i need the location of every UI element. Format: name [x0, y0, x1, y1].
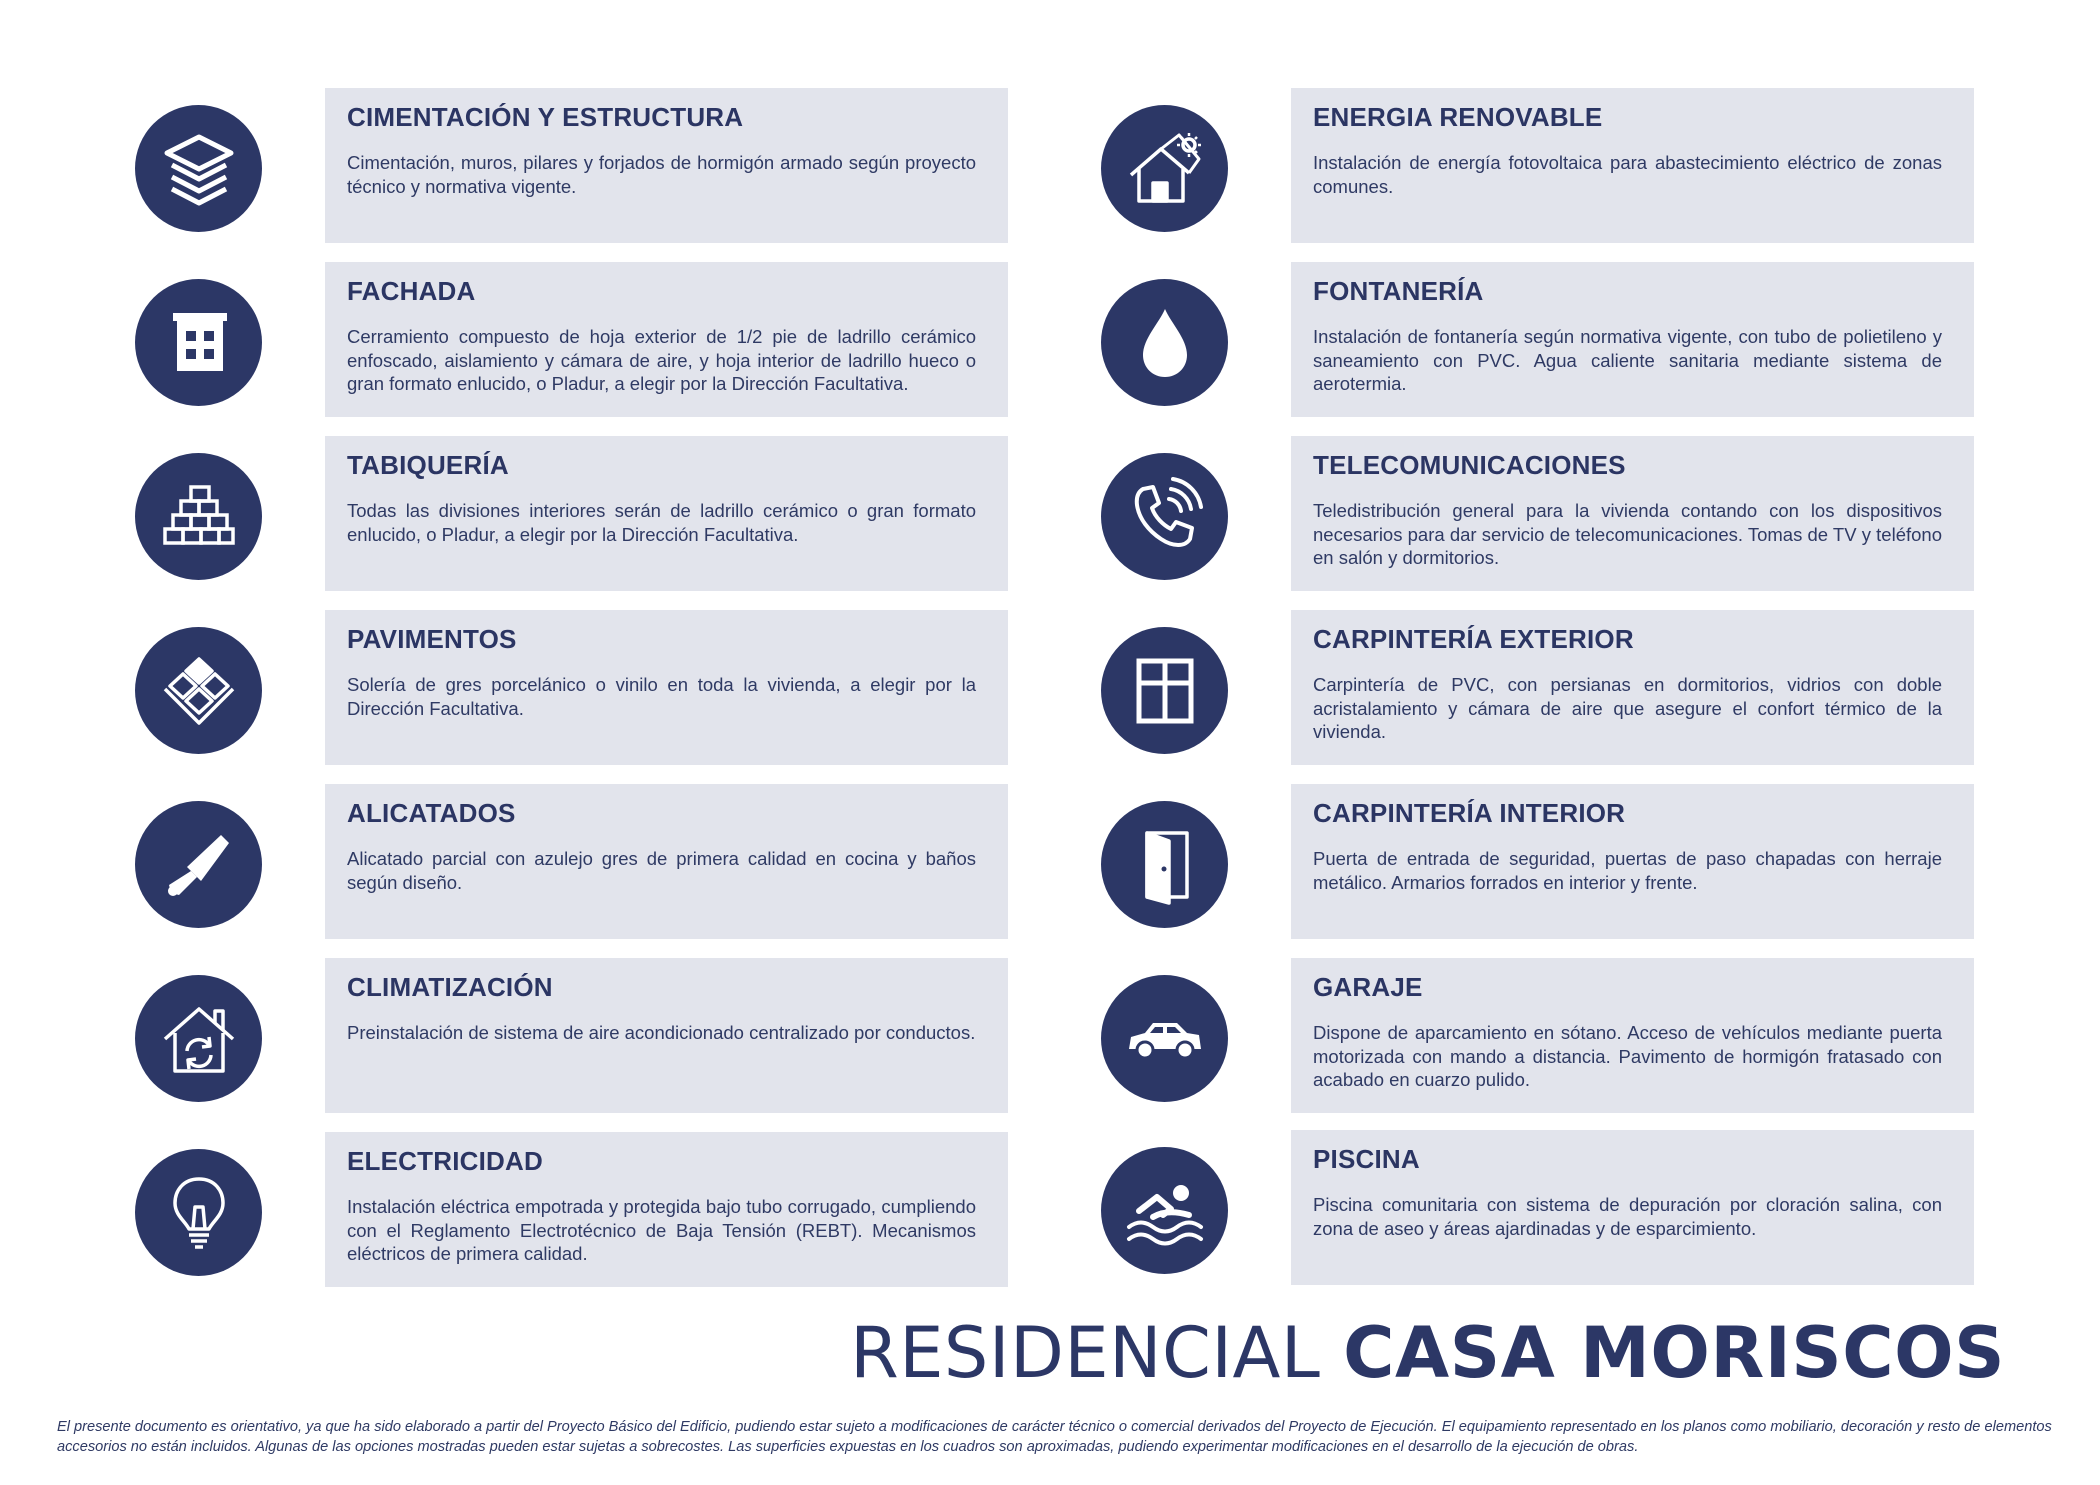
spec-card [1291, 784, 1974, 939]
spec-text: Todas las divisiones interiores serán de ladrillo cerámico o gran formato enlucido, o Pladur, a elegir por la Dirección Facultativa. [347, 500, 976, 545]
spec-card [325, 262, 1008, 417]
spec-card [325, 610, 1008, 765]
spec-card [1291, 88, 1974, 243]
spec-garaje [1101, 958, 2081, 1114]
house-climate-icon [135, 975, 262, 1102]
spec-text: Instalación de energía fotovoltaica para abastecimiento eléctrico de zonas comunes. [1313, 152, 1942, 197]
spec-fachada [135, 262, 1115, 418]
spec-title: ENERGIA RENOVABLE [1313, 102, 1603, 132]
spec-title: CLIMATIZACIÓN [347, 972, 553, 1002]
swimmer-icon [1101, 1147, 1228, 1274]
spec-electricidad [135, 1132, 1115, 1288]
spec-card [1291, 610, 1974, 765]
solar-house-icon [1101, 105, 1228, 232]
water-drop-icon [1101, 279, 1228, 406]
spec-text: Instalación de fontanería según normativa vigente, con tubo de polietileno y saneamiento con PVC. Agua caliente sanitaria mediante sistema de aerotermia. [1313, 326, 1942, 394]
spec-carpinteria-exterior [1101, 610, 2081, 766]
spec-cimentacion [135, 88, 1115, 244]
spec-title: CIMENTACIÓN Y ESTRUCTURA [347, 102, 744, 132]
floor-tiles-icon [135, 627, 262, 754]
brand-title-bold: CASA MORISCOS [1343, 1312, 2005, 1394]
spec-title: ALICATADOS [347, 798, 516, 828]
trowel-icon [135, 801, 262, 928]
spec-text: Solería de gres porcelánico o vinilo en toda la vivienda, a elegir por la Dirección Facultativa. [347, 674, 976, 719]
spec-energia [1101, 88, 2081, 244]
spec-text: Puerta de entrada de seguridad, puertas de paso chapadas con herraje metálico. Armarios forrados en interior y frente. [1313, 848, 1942, 893]
disclaimer-text: El presente documento es orientativo, ya que ha sido elaborado a partir del Proyecto Básico del Edificio, pudiendo estar sujeto a modificaciones de carácter técnico o comercial derivados del Proyecto de Ejecución. El equipamiento representado en los planos como mobiliario, decoración y resto de elementos accesorios no están incluidos. Algunas de las opciones mostradas pueden estar sujetas a sobrecostes. Las superficies expuestas en los cuadros son aproximadas, pudiendo experimentar modificaciones en el desarrollo de la ejecución de obras. [57, 1419, 2052, 1455]
spec-card [325, 88, 1008, 243]
spec-piscina [1101, 1130, 2081, 1286]
lightbulb-icon [135, 1149, 262, 1276]
spec-alicatados [135, 784, 1115, 940]
spec-pavimentos [135, 610, 1115, 766]
building-facade-icon [135, 279, 262, 406]
spec-title: FACHADA [347, 276, 476, 306]
spec-text: Cerramiento compuesto de hoja exterior de 1/2 pie de ladrillo cerámico enfoscado, aislamiento y cámara de aire, y hoja interior de ladrillo hueco o gran formato enlucido, o Pladur, a elegir por la Dirección Facultativa. [347, 326, 976, 394]
spec-title: FONTANERÍA [1313, 276, 1484, 306]
phone-icon [1101, 453, 1228, 580]
spec-fontaneria [1101, 262, 2081, 418]
spec-text: Piscina comunitaria con sistema de depuración por cloración salina, con zona de aseo y áreas ajardinadas y de esparcimiento. [1313, 1194, 1942, 1239]
door-icon [1101, 801, 1228, 928]
spec-telecomunicaciones [1101, 436, 2081, 592]
spec-title: CARPINTERÍA EXTERIOR [1313, 624, 1634, 654]
layers-icon [135, 105, 262, 232]
spec-title: CARPINTERÍA INTERIOR [1313, 798, 1626, 828]
spec-text: Instalación eléctrica empotrada y protegida bajo tubo corrugado, cumpliendo con el Reglamento Electrotécnico de Baja Tensión (REBT). Mecanismos eléctricos de primera calidad. [347, 1196, 976, 1264]
spec-text: Preinstalación de sistema de aire acondicionado centralizado por conductos. [347, 1022, 976, 1043]
spec-climatizacion [135, 958, 1115, 1114]
spec-card [1291, 958, 1974, 1113]
brand-title-light: RESIDENCIAL [850, 1312, 1321, 1394]
spec-card [1291, 262, 1974, 417]
spec-text: Alicatado parcial con azulejo gres de primera calidad en cocina y baños según diseño. [347, 848, 976, 893]
spec-title: PAVIMENTOS [347, 624, 517, 654]
spec-carpinteria-interior [1101, 784, 2081, 940]
spec-text: Teledistribución general para la vivienda contando con los dispositivos necesarios para dar servicio de telecomunicaciones. Tomas de TV y teléfono en salón y dormitorios. [1313, 500, 1942, 568]
spec-title: TELECOMUNICACIONES [1313, 450, 1626, 480]
spec-card [1291, 436, 1974, 591]
spec-card [325, 436, 1008, 591]
spec-text: Cimentación, muros, pilares y forjados de hormigón armado según proyecto técnico y normativa vigente. [347, 152, 976, 197]
spec-card [325, 958, 1008, 1113]
car-icon [1101, 975, 1228, 1102]
spec-title: GARAJE [1313, 972, 1423, 1002]
spec-text: Dispone de aparcamiento en sótano. Acceso de vehículos mediante puerta motorizada con mando a distancia. Pavimento de hormigón fratasado con acabado en cuarzo pulido. [1313, 1022, 1942, 1090]
spec-card [1291, 1130, 1974, 1285]
spec-title: ELECTRICIDAD [347, 1146, 543, 1176]
spec-card [325, 1132, 1008, 1287]
spec-title: PISCINA [1313, 1144, 1420, 1174]
brand-title [850, 1312, 2005, 1394]
spec-card [325, 784, 1008, 939]
spec-title: TABIQUERÍA [347, 450, 509, 480]
window-icon [1101, 627, 1228, 754]
spec-text: Carpintería de PVC, con persianas en dormitorios, vidrios con doble acristalamiento y cámara de aire que asegure el confort térmico de la vivienda. [1313, 674, 1942, 742]
bricks-icon [135, 453, 262, 580]
spec-tabiqueria [135, 436, 1115, 592]
